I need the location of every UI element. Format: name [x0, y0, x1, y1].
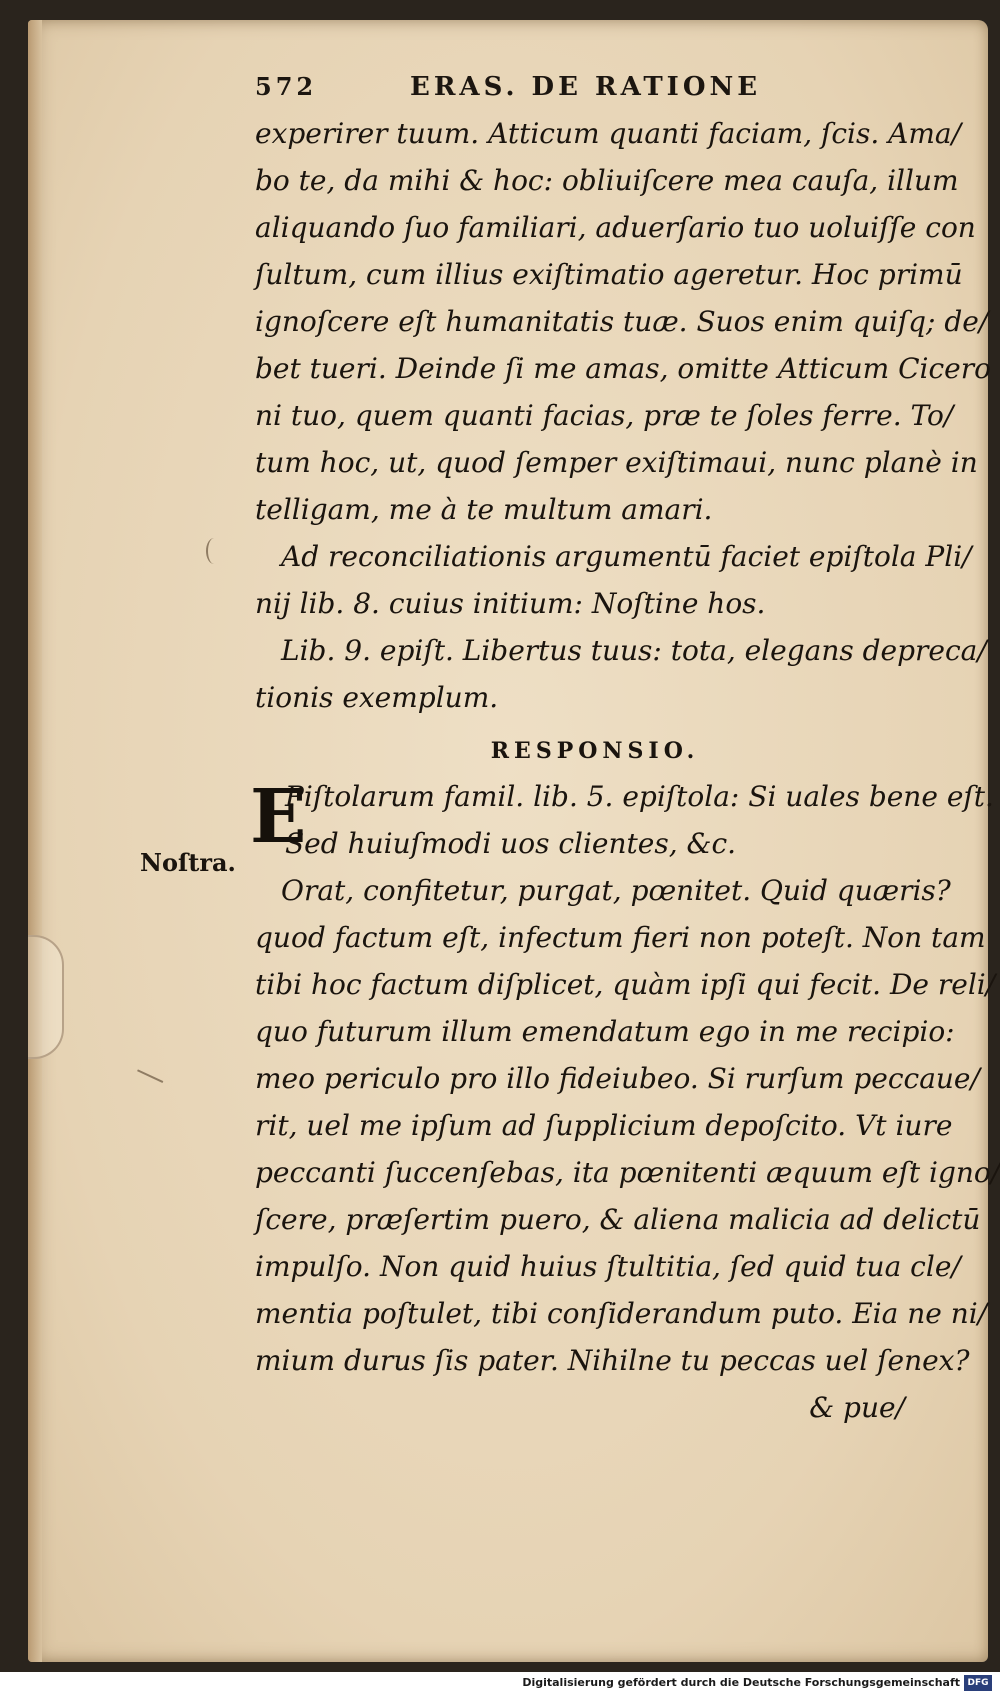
running-title: ERAS. DE RATIONE	[410, 72, 762, 102]
credit-bar	[0, 1672, 1000, 1695]
text-line: mium durus ſis pater. Nihilne tu peccas uel ſenex?	[255, 1344, 970, 1377]
text-line: impulſo. Non quid huius ſtultitia, ſed quid tua cle/	[255, 1250, 961, 1283]
text-line: ſultum, cum illius exiſtimatio ageretur. Hoc primū	[255, 258, 963, 291]
page-number: 572	[255, 72, 318, 101]
text-line: tionis exemplum.	[255, 681, 499, 714]
text-line: ignoſcere eſt humanitatis tuæ. Suos enim quiſq; de/	[255, 305, 989, 338]
main-text	[250, 110, 1000, 1431]
text-line: peccanti ſuccenſebas, ita pœnitenti æquum eſt igno/	[255, 1156, 1000, 1189]
text-line: ſcere, præſertim puero, & aliena malicia ad delictū	[255, 1203, 981, 1236]
section-heading: RESPONSIO.	[490, 738, 700, 764]
text-line: quod factum eſt, infectum fieri non poteſt. Non tam	[255, 921, 986, 954]
text-line: ni tuo, quem quanti facias, præ te ſoles ferre. To/	[255, 399, 954, 432]
text-line: Ad reconciliationis argumentū faciet epiſtola Pli/	[281, 540, 972, 573]
text-line: Lib. 9. epiſt. Libertus tuus: tota, elegans depreca/	[281, 634, 987, 667]
text-line: rit, uel me ipſum ad ſupplicium depoſcito. Vt iure	[255, 1109, 953, 1142]
text-line: mentia poſtulet, tibi conſiderandum puto. Eia ne ni/	[255, 1297, 988, 1330]
text-line: quo futurum illum emendatum ego in me recipio:	[255, 1015, 955, 1048]
text-line: bet tueri. Deinde ſi me amas, omitte Atticum Cicero	[255, 352, 991, 385]
margin-note: Noſtra.	[140, 848, 236, 877]
text-line: tibi hoc factum diſplicet, quàm ipſi qui fecit. De reli/	[255, 968, 996, 1001]
text-line: experirer tuum. Atticum quanti faciam, ſcis. Ama/	[255, 117, 962, 150]
dfg-logo: DFG	[964, 1675, 992, 1691]
ink-mark	[206, 538, 222, 564]
text-line: Sed huiuſmodi uos clientes, &c.	[285, 827, 737, 860]
text-line: Piſtolarum famil. lib. 5. epiſtola: Si uales bene eſt.	[285, 780, 994, 813]
text-line: meo periculo pro illo fideiubeo. Si rurſum peccaue/	[255, 1062, 980, 1095]
text-line: tum hoc, ut, quod ſemper exiſtimaui, nunc planè in	[255, 446, 978, 479]
catchword: & pue/	[809, 1391, 905, 1424]
drop-cap: E	[250, 774, 307, 860]
text-line: telligam, me à te multum amari.	[255, 493, 713, 526]
text-line: aliquando ſuo familiari, aduerſario tuo uoluiſſe con	[255, 211, 976, 244]
clasp-mark	[28, 935, 64, 1059]
text-line: Orat, confitetur, purgat, pœnitet. Quid quæris?	[281, 874, 951, 907]
page-gutter-edge	[28, 20, 42, 1662]
digitization-credit: Digitalisierung gefördert durch die Deutsche Forschungsgemeinschaft	[522, 1676, 960, 1689]
running-head	[255, 68, 855, 108]
responsio-paragraph	[250, 773, 994, 867]
ink-mark	[137, 1053, 171, 1083]
text-line: nij lib. 8. cuius initium: Noſtine hos.	[255, 587, 766, 620]
text-line: bo te, da mihi & hoc: obliuiſcere mea cauſa, illum	[255, 164, 959, 197]
